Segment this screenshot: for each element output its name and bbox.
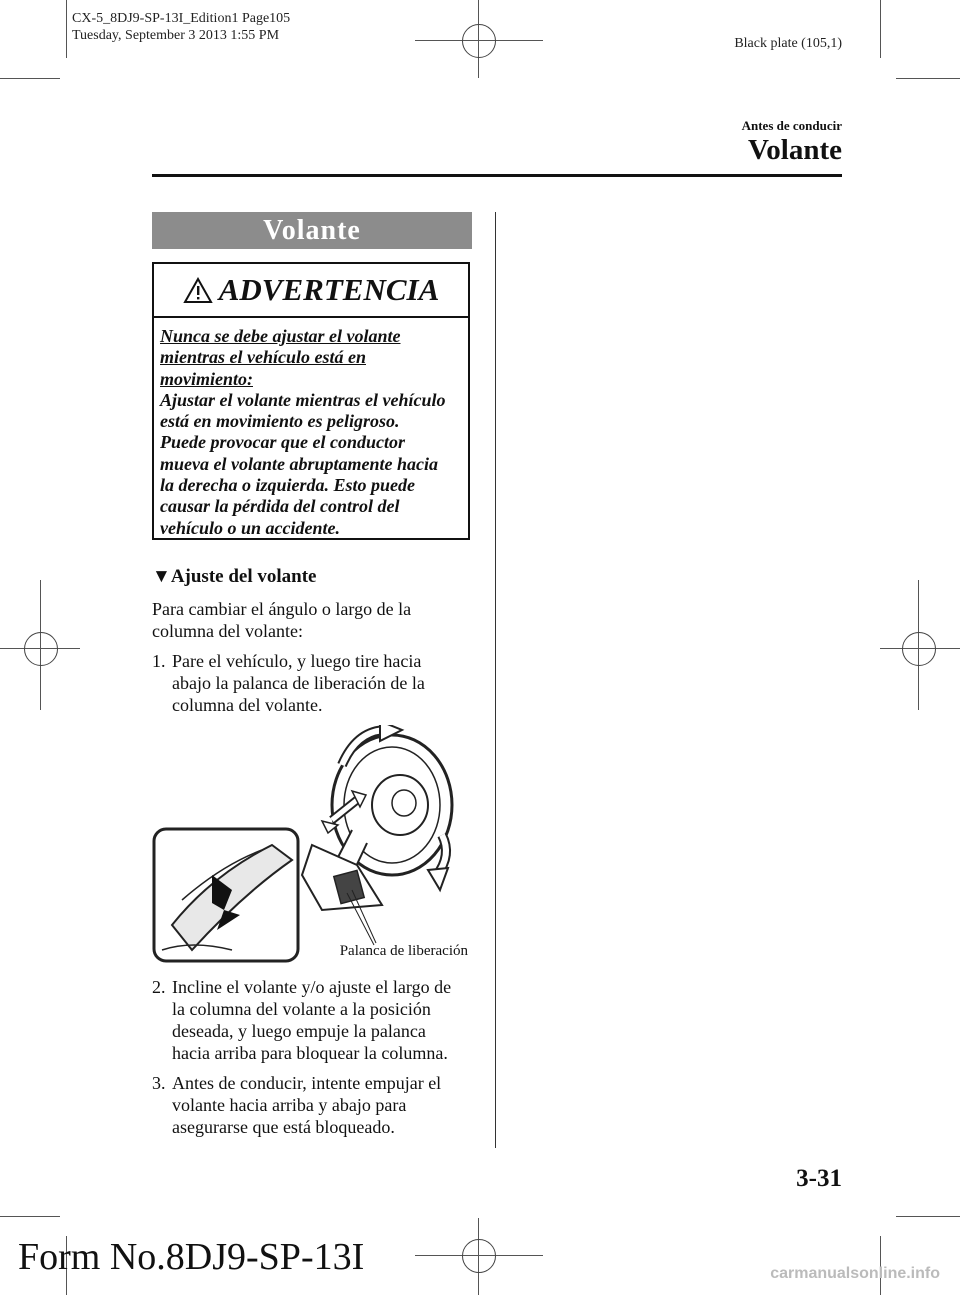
warning-title: ADVERTENCIA bbox=[218, 272, 440, 307]
subsection-title: Ajuste del volante bbox=[170, 566, 317, 587]
step-line: asegurarse que está bloqueado. bbox=[172, 1117, 395, 1137]
step-number: 3. bbox=[152, 1073, 166, 1093]
print-header-line1: CX-5_8DJ9-SP-13I_Edition1 Page105 bbox=[72, 11, 291, 26]
crop-mark bbox=[880, 0, 881, 58]
section-title: Volante bbox=[152, 212, 472, 249]
intro-line: Para cambiar el ángulo o largo de la bbox=[152, 599, 412, 619]
steering-wheel-illustration bbox=[152, 725, 472, 965]
warning-box bbox=[152, 262, 470, 540]
step-line: deseada, y luego empuje la palanca bbox=[172, 1021, 426, 1041]
header-rule bbox=[152, 174, 842, 177]
warning-text-line: causar la pérdida del control del bbox=[160, 496, 400, 517]
warning-text-line: la derecha o izquierda. Esto puede bbox=[160, 475, 415, 496]
step-line: Pare el vehículo, y luego tire hacia bbox=[172, 651, 422, 671]
warning-heading-line: Nunca se debe ajustar el volante bbox=[160, 326, 401, 346]
intro-line: columna del volante: bbox=[152, 621, 303, 641]
warning-triangle-icon bbox=[183, 277, 213, 304]
step-line: la columna del volante a la posición bbox=[172, 999, 431, 1019]
crop-mark bbox=[0, 78, 60, 79]
warning-text-line: mueva el volante abruptamente hacia bbox=[160, 453, 438, 474]
page-number: 3-31 bbox=[796, 1165, 842, 1192]
running-header-section: Volante bbox=[748, 134, 842, 166]
warning-text-line: Ajustar el volante mientras el vehículo bbox=[160, 389, 446, 410]
warning-text-line: está en movimiento es peligroso. bbox=[160, 411, 400, 432]
step-1 bbox=[152, 650, 425, 716]
column-divider bbox=[495, 212, 496, 1148]
registration-mark bbox=[462, 24, 496, 58]
print-header bbox=[72, 10, 290, 44]
intro-paragraph bbox=[152, 598, 411, 642]
registration-mark bbox=[902, 632, 936, 666]
triangle-down-icon: ▼ bbox=[152, 566, 171, 587]
warning-body bbox=[154, 318, 468, 539]
step-2 bbox=[152, 976, 451, 1064]
step-line: hacia arriba para bloquear la columna. bbox=[172, 1043, 448, 1063]
crop-mark bbox=[896, 1216, 960, 1217]
step-line: abajo la palanca de liberación de la bbox=[172, 673, 425, 693]
warning-text-line: Puede provocar que el conductor bbox=[160, 432, 405, 453]
warning-text-line: vehículo o un accidente. bbox=[160, 517, 340, 538]
registration-mark bbox=[462, 1239, 496, 1273]
warning-heading-line: movimiento: bbox=[160, 368, 253, 389]
plate-label: Black plate (105,1) bbox=[734, 36, 842, 51]
subsection-heading bbox=[152, 566, 316, 588]
step-number: 2. bbox=[152, 977, 166, 997]
step-line: Antes de conducir, intente empujar el bbox=[172, 1073, 442, 1093]
form-number: Form No.8DJ9-SP-13I bbox=[18, 1236, 365, 1278]
warning-heading-line: mientras el vehículo está en bbox=[160, 347, 366, 368]
step-number: 1. bbox=[152, 651, 166, 671]
registration-mark bbox=[24, 632, 58, 666]
figure-caption: Palanca de liberación bbox=[339, 943, 468, 959]
step-line: volante hacia arriba y abajo para bbox=[172, 1095, 407, 1115]
warning-header bbox=[154, 264, 468, 318]
crop-mark bbox=[896, 78, 960, 79]
print-header-line2: Tuesday, September 3 2013 1:55 PM bbox=[72, 28, 280, 43]
crop-mark bbox=[66, 0, 67, 58]
crop-mark bbox=[0, 1216, 60, 1217]
running-header-chapter: Antes de conducir bbox=[741, 118, 842, 133]
step-line: Incline el volante y/o ajuste el largo de bbox=[172, 977, 452, 997]
step-line: columna del volante. bbox=[172, 695, 323, 715]
step-3 bbox=[152, 1072, 441, 1138]
watermark: carmanualsonline.info bbox=[770, 1265, 940, 1282]
